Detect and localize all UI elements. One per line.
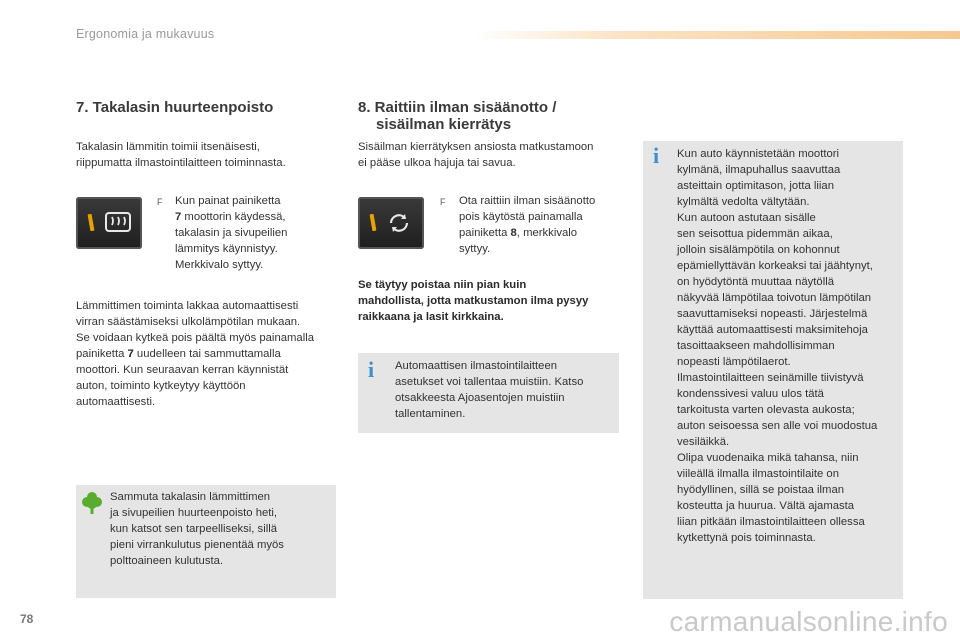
text-line: syttyy. bbox=[459, 243, 491, 255]
text-line: Ilmastointilaitteen seinämille tiivistyvä bbox=[677, 372, 864, 384]
text-line: viileällä ilmalla ilmastointilaite on bbox=[677, 468, 839, 480]
info-icon: i bbox=[368, 357, 375, 382]
text-line: vesiläikkä. bbox=[677, 436, 730, 448]
text-line: tarkoitusta varten olevasta aukosta; bbox=[677, 404, 855, 416]
header-accent-bar bbox=[475, 31, 960, 39]
text-line: Lämmittimen toiminta lakkaa automaattisesti bbox=[76, 300, 299, 312]
text-line: liian pitkään ilmastointilaitteen ollessa bbox=[677, 516, 865, 528]
text-line: kytkettynä pois toiminnasta. bbox=[677, 532, 816, 544]
info-icon: i bbox=[653, 143, 660, 168]
text-line: asetukset voi tallentaa muistiin. Katso bbox=[395, 376, 584, 388]
text-line-rest: moottorin käydessä, bbox=[181, 211, 286, 223]
text-line: pois käytöstä painamalla bbox=[459, 211, 583, 223]
text-line: Automaattisen ilmastointilaitteen bbox=[395, 360, 558, 372]
info-text-memory bbox=[395, 358, 615, 422]
rear-defrost-button[interactable] bbox=[76, 197, 142, 249]
text-line: Merkkivalo syttyy. bbox=[175, 259, 264, 271]
text-line: auton, toiminto kytkeytyy käyttöön bbox=[76, 380, 246, 392]
heading-air-intake bbox=[358, 99, 556, 133]
text-line: sen seisottua pidemmän aikaa, bbox=[677, 228, 833, 240]
bullet-marker: F bbox=[157, 197, 163, 207]
intro-air-intake bbox=[358, 139, 628, 171]
text-line: auton seisoessa sen alle voi muodostua bbox=[677, 420, 878, 432]
text-line: kylmältä vedolta vältytään. bbox=[677, 196, 810, 208]
watermark: carmanualsonline.info bbox=[669, 606, 948, 637]
text-line: saavuttamiseksi nopeasti. Järjestelmä bbox=[677, 308, 868, 320]
text-line: epämiellyttävän korkeaksi tai jäähtynyt, bbox=[677, 260, 873, 272]
heading-rear-defrost: 7. Takalasin huurteenpoisto bbox=[76, 99, 274, 116]
text-line-start: painiketta bbox=[459, 227, 511, 239]
step-air-intake bbox=[459, 193, 624, 257]
text-line: raikkaana ja lasit kirkkaina. bbox=[358, 311, 504, 323]
text-line: kondenssivesi valuu ulos tätä bbox=[677, 388, 824, 400]
step-rear-defrost bbox=[175, 193, 335, 273]
text-line: tallentaminen. bbox=[395, 408, 466, 420]
text-line-rest: uudelleen tai sammuttamalla bbox=[133, 348, 281, 360]
text-line: moottori. Kun seuraavan kerran käynnistät bbox=[76, 364, 289, 376]
text-line: polttoaineen kulutusta. bbox=[110, 555, 224, 567]
recirculation-icon bbox=[386, 211, 412, 235]
text-line: näkyvää lämpötilaa toivotun lämpötilan bbox=[677, 292, 872, 304]
text-line: riippumatta ilmastointilaitteen toiminnasta. bbox=[76, 157, 286, 169]
text-line: Kun painat painiketta bbox=[175, 195, 281, 207]
tree-icon bbox=[82, 491, 102, 515]
text-line: virran säästämiseksi ulkolämpötilan mukaan. bbox=[76, 316, 301, 328]
text-line: takalasin ja sivupeilien bbox=[175, 227, 288, 239]
text-line: Ota raittiin ilman sisäänotto bbox=[459, 195, 596, 207]
text-line bbox=[175, 209, 335, 225]
text-line-start: painiketta bbox=[76, 348, 128, 360]
button-number: 7 bbox=[175, 211, 182, 223]
text-line: Sammuta takalasin lämmittimen bbox=[110, 491, 271, 503]
text-line: nopeasti lämpötilaerot. bbox=[677, 356, 791, 368]
indicator-light bbox=[88, 214, 95, 231]
text-line: hyödyllinen, sillä se poistaa ilman bbox=[677, 484, 845, 496]
text-line: Se voidaan kytkeä pois päältä myös painamalla bbox=[76, 332, 315, 344]
text-line: pieni virrankulutus pienentää myös bbox=[110, 539, 284, 551]
intro-rear-defrost bbox=[76, 139, 346, 171]
button-number: 8 bbox=[510, 227, 517, 239]
text-line: tasoittaakseen mahdollisimman bbox=[677, 340, 835, 352]
text-line: käyttää automaattisesti maksimitehoja bbox=[677, 324, 868, 336]
button-number: 7 bbox=[127, 348, 134, 360]
text-line bbox=[76, 346, 346, 362]
rear-defrost-icon bbox=[104, 211, 132, 235]
body-rear-defrost bbox=[76, 298, 346, 410]
text-line: Se täytyy poistaa niin pian kuin bbox=[358, 279, 527, 291]
bullet-marker: F bbox=[440, 197, 446, 207]
text-line: ei pääse ulkoa hajuja tai savua. bbox=[358, 157, 516, 169]
text-line: Sisäilman kierrätyksen ansiosta matkustamoon bbox=[358, 141, 594, 153]
text-line: automaattisesti. bbox=[76, 396, 156, 408]
text-line: on hyödytöntä muuttaa näytöllä bbox=[677, 276, 835, 288]
page-number: 78 bbox=[20, 612, 34, 626]
info-text-climate bbox=[677, 146, 901, 546]
text-line: otsakkeesta Ajoasentojen muistiin bbox=[395, 392, 565, 404]
text-line: asteittain optimitason, jotta liian bbox=[677, 180, 834, 192]
text-line: mahdollista, jotta matkustamon ilma pysyy bbox=[358, 295, 589, 307]
info-box-climate bbox=[643, 141, 903, 599]
text-line: kun katsot sen tarpeelliseksi, sillä bbox=[110, 523, 278, 535]
eco-tip-box bbox=[76, 485, 336, 598]
section-title: Ergonomia ja mukavuus bbox=[76, 27, 215, 41]
text-line: Takalasin lämmitin toimii itsenäisesti, bbox=[76, 141, 260, 153]
text-line: Kun auto käynnistetään moottori bbox=[677, 148, 840, 160]
text-line: Kun autoon astutaan sisälle bbox=[677, 212, 816, 224]
text-line-rest: , merkkivalo bbox=[516, 227, 578, 239]
text-line: ja sivupeilien huurteenpoisto heti, bbox=[110, 507, 278, 519]
text-line: jolloin sisälämpötila on kohonnut bbox=[677, 244, 840, 256]
info-box-memory bbox=[358, 353, 619, 433]
recirculation-button[interactable] bbox=[358, 197, 424, 249]
text-line: Olipa vuodenaika mikä tahansa, niin bbox=[677, 452, 859, 464]
text-line: kosteutta ja huurua. Vältä ajamasta bbox=[677, 500, 855, 512]
text-line bbox=[459, 225, 624, 241]
eco-tip-text bbox=[110, 489, 330, 569]
text-line: kylmänä, ilmapuhallus saavuttaa bbox=[677, 164, 841, 176]
heading-line: sisäilman kierrätys bbox=[376, 116, 512, 133]
warning-text bbox=[358, 277, 633, 325]
heading-line: 8. Raittiin ilman sisäänotto / bbox=[358, 99, 557, 116]
text-line: lämmitys käynnistyy. bbox=[175, 243, 278, 255]
indicator-light bbox=[370, 214, 377, 231]
